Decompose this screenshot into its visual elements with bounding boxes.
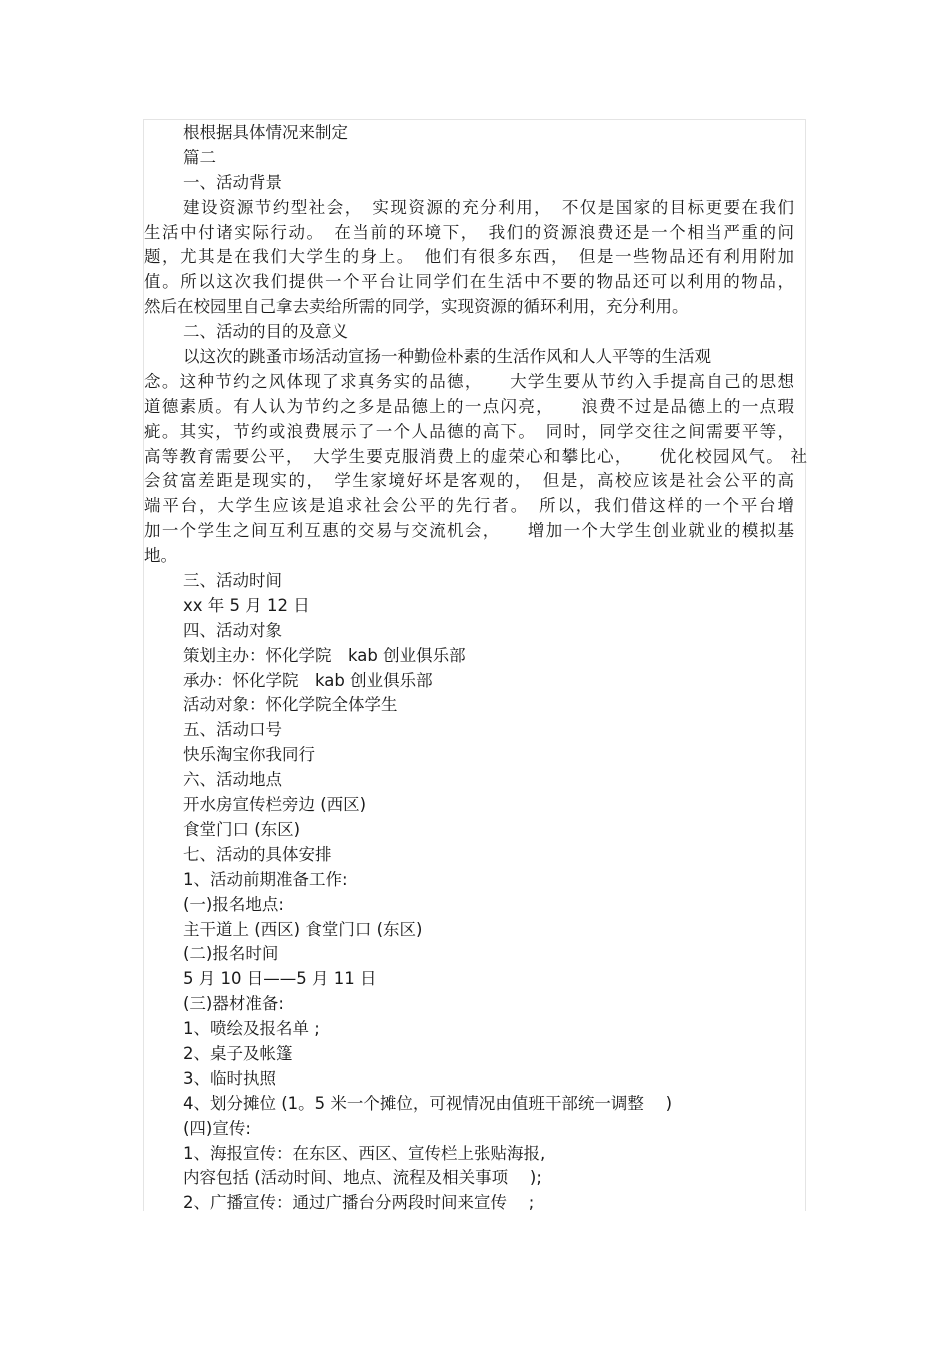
text-line: 高等教育需要公平， 大学生要克服消费上的虚荣心和攀比心， 优化校园风气。 社	[144, 446, 807, 466]
text-line: 五、活动口号	[183, 720, 282, 740]
text-line: 内容包括 (活动时间、地点、流程及相关事项 );	[183, 1168, 542, 1188]
text-line: 会贫富差距是现实的， 学生家境好坏是客观的， 但是，高校应该是社会公平的高	[144, 471, 794, 491]
text-line: (三)器材准备:	[183, 994, 284, 1014]
text-line: 策划主办：怀化学院 kab 创业俱乐部	[183, 645, 466, 665]
text-line: xx 年 5 月 12 日	[183, 595, 310, 615]
text-line: 1、海报宣传：在东区、西区、宣传栏上张贴海报,	[183, 1143, 546, 1163]
text-line: (二)报名时间	[183, 944, 279, 964]
text-line: 2、广播宣传：通过广播台分两段时间来宣传 ;	[183, 1193, 535, 1213]
text-line: 3、临时执照	[183, 1068, 276, 1088]
text-line: (一)报名地点:	[183, 894, 284, 914]
text-line: 2、桌子及帐篷	[183, 1043, 293, 1063]
text-line: 题，尤其是在我们大学生的身上。 他们有很多东西， 但是一些物品还有利用附加	[144, 247, 794, 267]
text-line: 快乐淘宝你我同行	[183, 745, 315, 765]
text-line: (四)宣传:	[183, 1118, 251, 1138]
text-line: 四、活动对象	[183, 620, 282, 640]
text-line: 活动对象：怀化学院全体学生	[183, 695, 398, 715]
text-line: 篇二	[183, 147, 216, 167]
text-line: 念。这种节约之风体现了求真务实的品德， 大学生要从节约入手提高自己的思想	[144, 371, 794, 391]
document-page	[143, 119, 806, 1211]
text-line: 一、活动背景	[183, 172, 282, 192]
text-line: 主干道上 (西区) 食堂门口 (东区)	[183, 919, 423, 939]
text-line: 七、活动的具体安排	[183, 844, 332, 864]
text-line: 食堂门口 (东区)	[183, 819, 301, 839]
text-line: 三、活动时间	[183, 571, 282, 591]
document-body	[144, 121, 807, 1216]
text-line: 疵。其实，节约或浪费展示了一个人品德的高下。 同时，同学交往之间需要平等，	[144, 421, 794, 441]
text-line: 端平台，大学生应该是追求社会公平的先行者。 所以，我们借这样的一个平台增	[144, 496, 794, 516]
text-line: 道德素质。有人认为节约之多是品德上的一点闪亮， 浪费不过是品德上的一点瑕	[144, 396, 794, 416]
text-line: 生活中付诸实际行动。 在当前的环境下， 我们的资源浪费还是一个相当严重的问	[144, 222, 794, 242]
text-line: 4、划分摊位 (1。5 米一个摊位，可视情况由值班干部统一调整 )	[183, 1093, 673, 1113]
text-line: 承办：怀化学院 kab 创业俱乐部	[183, 670, 433, 690]
text-line: 开水房宣传栏旁边 (西区)	[183, 795, 367, 815]
text-line: 1、活动前期准备工作:	[183, 869, 348, 889]
text-line: 二、活动的目的及意义	[183, 322, 348, 342]
text-line: 地。	[144, 546, 177, 566]
text-line: 加一个学生之间互利互惠的交易与交流机会， 增加一个大学生创业就业的模拟基	[144, 521, 794, 541]
text-line: 以这次的跳蚤市场活动宣扬一种勤俭朴素的生活作风和人人平等的生活观	[183, 347, 711, 367]
text-line: 5 月 10 日——5 月 11 日	[183, 969, 377, 989]
text-line: 值。所以这次我们提供一个平台让同学们在生活中不要的物品还可以利用的物品，	[144, 272, 794, 292]
text-line: 然后在校园里自己拿去卖给所需的同学，实现资源的循环利用，充分利用。	[144, 297, 689, 317]
text-line: 六、活动地点	[183, 770, 282, 790]
text-line: 建设资源节约型社会， 实现资源的充分利用， 不仅是国家的目标更要在我们	[183, 197, 794, 217]
text-line: 1、喷绘及报名单 ;	[183, 1019, 320, 1039]
text-line: 根根据具体情况来制定	[183, 123, 348, 142]
